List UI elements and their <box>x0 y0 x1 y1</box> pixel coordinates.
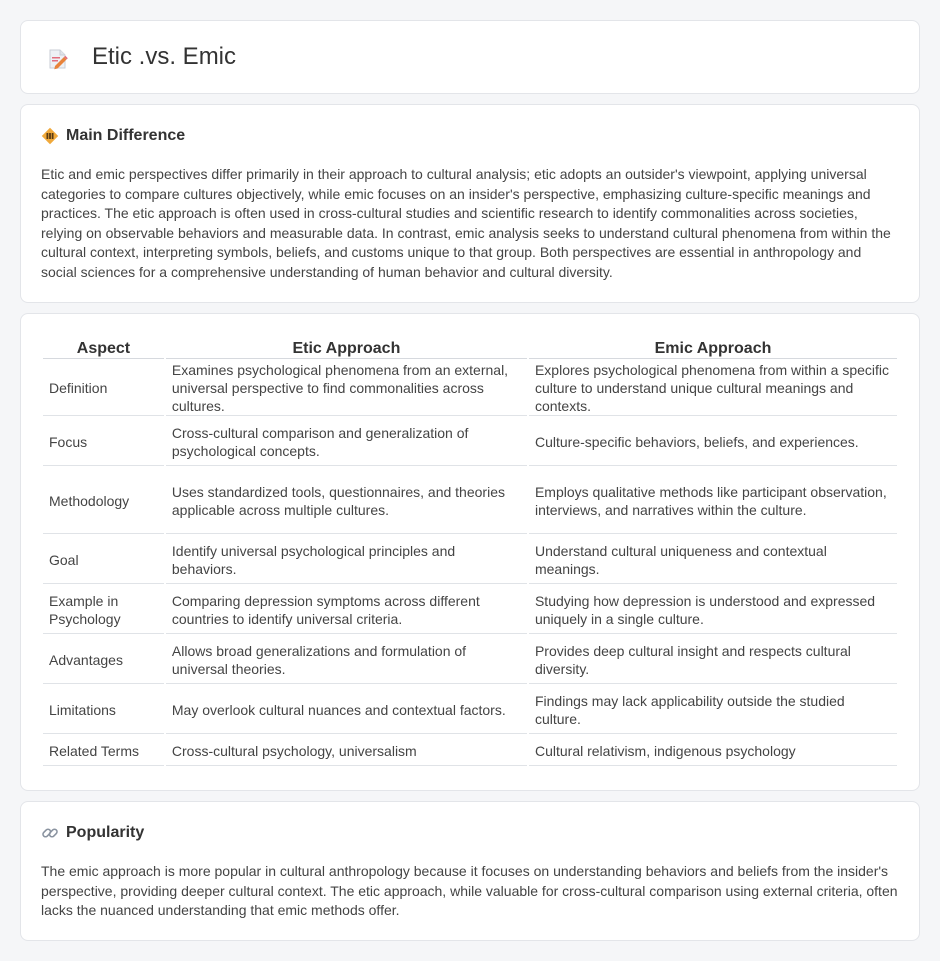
main-difference-title: Main Difference <box>66 127 186 144</box>
header-aspect: Aspect <box>43 336 164 359</box>
link-icon <box>41 824 59 842</box>
row-emic: Explores psychological phenomena from within a specific culture to understand unique cultural meanings and contexts. <box>529 361 897 416</box>
row-etic: Examines psychological phenomena from an external, universal perspective to find commonalities across cultures. <box>166 361 527 416</box>
row-emic: Studying how depression is understood and expressed uniquely in a single culture. <box>529 586 897 634</box>
row-emic: Findings may lack applicability outside the studied culture. <box>529 686 897 734</box>
row-emic: Culture-specific behaviors, beliefs, and experiences. <box>529 418 897 466</box>
popularity-title: Popularity <box>66 824 145 841</box>
row-etic: Uses standardized tools, questionnaires, and theories applicable across multiple cultures. <box>166 468 527 534</box>
row-etic: Comparing depression symptoms across different countries to identify universal criteria. <box>166 586 527 634</box>
row-aspect: Focus <box>43 418 164 466</box>
main-difference-heading <box>41 127 185 145</box>
row-etic: Allows broad generalizations and formulation of universal theories. <box>166 636 527 684</box>
row-etic: Identify universal psychological principles and behaviors. <box>166 536 527 584</box>
page-title: Etic .vs. Emic <box>92 43 237 70</box>
diamond-warning-icon <box>41 127 59 145</box>
popularity-card <box>20 801 920 941</box>
popularity-text: The emic approach is more popular in cultural anthropology because it focuses on understanding behaviors and beliefs from the insider's perspective, providing deeper cultural context. The etic approach, while valuable for cross-cultural comparison using external criteria, often lacks the nuanced understanding that emic methods offer. <box>41 863 898 918</box>
row-emic: Understand cultural uniqueness and contextual meanings. <box>529 536 897 584</box>
row-aspect: Methodology <box>43 468 164 534</box>
row-aspect: Advantages <box>43 636 164 684</box>
table-row <box>43 586 897 634</box>
row-emic: Employs qualitative methods like participant observation, interviews, and narratives within the culture. <box>529 468 897 534</box>
header-emic: Emic Approach <box>529 336 897 359</box>
main-difference-text: Etic and emic perspectives differ primarily in their approach to cultural analysis; etic adopts an outsider's viewpoint, applying universal categories to compare cultures objectively, while emic focuses on an insider's perspective, emphasizing culture-specific meanings and practices. The etic approach is often used in cross-cultural studies and scientific research to identify commonalities across societies, relying on observable behaviors and measurable data. In contrast, emic analysis seeks to understand cultural phenomena from within the cultural context, interpreting symbols, beliefs, and customs unique to that group. Both perspectives are essential in anthropology and social sciences for a comprehensive understanding of human behavior and cultural diversity. <box>41 166 891 280</box>
header-card <box>20 20 920 94</box>
popularity-heading <box>41 824 144 842</box>
table-row <box>43 636 897 684</box>
header-etic: Etic Approach <box>166 336 527 359</box>
row-emic: Cultural relativism, indigenous psychology <box>529 736 897 766</box>
comparison-card <box>20 313 920 791</box>
table-row <box>43 536 897 584</box>
row-aspect: Goal <box>43 536 164 584</box>
row-aspect: Definition <box>43 361 164 416</box>
table-row <box>43 468 897 534</box>
row-aspect: Example in Psychology <box>43 586 164 634</box>
row-etic: Cross-cultural comparison and generalization of psychological concepts. <box>166 418 527 466</box>
comparison-table <box>41 334 899 768</box>
row-etic: Cross-cultural psychology, universalism <box>166 736 527 766</box>
row-aspect: Limitations <box>43 686 164 734</box>
row-emic: Provides deep cultural insight and respects cultural diversity. <box>529 636 897 684</box>
main-difference-card <box>20 104 920 303</box>
table-header-row <box>43 336 897 359</box>
table-row <box>43 418 897 466</box>
table-row <box>43 736 897 766</box>
row-etic: May overlook cultural nuances and contextual factors. <box>166 686 527 734</box>
table-row <box>43 361 897 416</box>
row-aspect: Related Terms <box>43 736 164 766</box>
table-row <box>43 686 897 734</box>
document-edit-icon <box>47 47 69 71</box>
